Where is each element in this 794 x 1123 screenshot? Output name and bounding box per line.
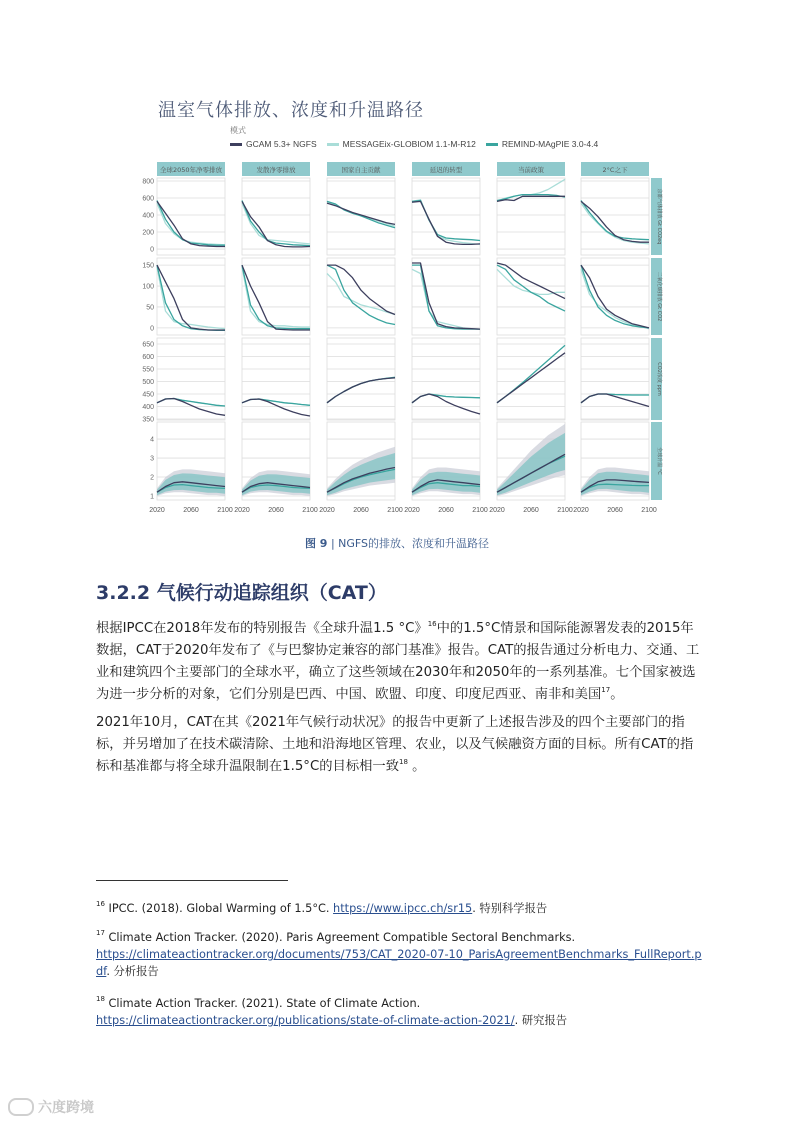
footnote-18: [96, 995, 706, 1029]
x-tick-label: 2100: [217, 507, 233, 514]
panel-background: [242, 258, 310, 335]
footnote-text: Climate Action Tracker. (2021). State of Climate Action.: [104, 997, 421, 1010]
footnote-text: . 研究报告: [514, 1014, 568, 1027]
scenario-label: 2°C之下: [602, 166, 628, 174]
caption-number: 图 9: [304, 537, 328, 550]
panel-background: [157, 338, 225, 420]
y-tick-label: 2: [150, 474, 154, 482]
x-tick-label: 2020: [404, 507, 420, 514]
panel-background: [157, 258, 225, 335]
y-tick-label: 600: [142, 354, 154, 361]
y-tick-label: 450: [142, 391, 154, 399]
watermark-text: 六度跨境: [38, 1100, 94, 1116]
x-tick-label: 2020: [319, 507, 335, 514]
footnote-link[interactable]: https://climateactiontracker.org/publications/state-of-climate-action-2021/: [96, 1014, 515, 1027]
y-tick-label: 0: [150, 246, 154, 254]
footnote-text: . 特别科学报告: [472, 902, 548, 915]
y-tick-label: 4: [150, 436, 154, 444]
scenario-label: 国家自主贡献: [341, 166, 381, 174]
scenario-label: 发散净零排放: [256, 166, 296, 174]
y-tick-label: 50: [146, 304, 154, 312]
text: 中的1.5°C情景和国际能源署发表的2015年数据，CAT于2020年发布了《与巴黎协定兼容的部门基准》报告。CAT的报告通过分析电力、交通、工业和建筑四个主要部门的全球水平，确立了这些领域在2030年和2050年的一系列基准。七个国家被选为进一步分析的对象，它们分别是巴西、中国、欧盟、印度、印度尼西亚、南非和美国: [96, 621, 700, 702]
x-tick-label: 2100: [387, 507, 403, 514]
footnote-ref[interactable]: 17: [601, 686, 611, 694]
legend-label: GCAM 5.3+ NGFS: [246, 139, 317, 149]
pathways-chart: [0, 0, 794, 525]
y-tick-label: 1: [150, 493, 154, 501]
y-tick-label: 600: [142, 195, 154, 203]
x-tick-label: 2060: [268, 507, 284, 514]
text: 。: [610, 687, 624, 702]
x-tick-label: 2060: [607, 507, 623, 514]
footnote-ref[interactable]: 16: [427, 620, 437, 628]
footnote-link[interactable]: https://www.ipcc.ch/sr15: [333, 902, 473, 915]
watermark: [8, 1097, 94, 1117]
footnote-number: 18: [96, 995, 105, 1003]
watermark-logo-icon: [8, 1098, 34, 1116]
panel-background: [581, 338, 649, 420]
row-label: 京都气体排放 Gt CO2eq: [656, 188, 662, 245]
scenario-label: 当前政策: [518, 166, 544, 174]
panel-background: [497, 258, 565, 335]
footnote-number: 17: [96, 929, 105, 937]
legend-label: REMIND-MAgPIE 3.0-4.4: [501, 139, 599, 149]
y-tick-label: 0: [150, 325, 154, 333]
panel-background: [242, 338, 310, 420]
scenario-label: 全球2050年净零排放: [159, 166, 223, 174]
x-tick-label: 2100: [302, 507, 318, 514]
y-tick-label: 200: [142, 229, 154, 237]
x-tick-label: 2020: [573, 507, 589, 514]
footnote-divider: [96, 880, 288, 881]
x-tick-label: 2060: [353, 507, 369, 514]
y-tick-label: 150: [142, 262, 154, 270]
y-tick-label: 400: [142, 404, 154, 411]
y-tick-label: 500: [142, 379, 154, 386]
legend-label: MESSAGEix-GLOBIOM 1.1-M-R12: [342, 139, 476, 149]
row-label: CO2浓度 ppm: [656, 362, 662, 396]
row-label: 全球升温 °C: [656, 447, 662, 475]
panel-background: [497, 178, 565, 255]
caption-text: | NGFS的排放、浓度和升温路径: [327, 537, 490, 550]
x-tick-label: 2020: [489, 507, 505, 514]
panel-background: [327, 258, 395, 335]
figure-caption: [0, 535, 794, 551]
row-label: 二氧化碳排放 Gt CO2: [656, 271, 662, 322]
text: 2021年10月，CAT在其《2021年气候行动状况》的报告中更新了上述报告涉及的四个主要部门的指标，并另增加了在技术碳清除、土地和沿海地区管理、农业，以及气候融资方面的目标。所有CAT的指标和基准都与将全球升温限制在1.5°C的目标相一致: [96, 715, 694, 774]
footnote-text: Climate Action Tracker. (2020). Paris Agreement Compatible Sectoral Benchmarks.: [104, 931, 576, 944]
x-tick-label: 2100: [472, 507, 488, 514]
y-tick-label: 400: [142, 212, 154, 220]
x-tick-label: 2060: [438, 507, 454, 514]
footnote-17: [96, 929, 706, 980]
paragraph-1: [96, 618, 702, 706]
footnote-text: IPCC. (2018). Global Warming of 1.5°C.: [104, 902, 334, 915]
footnote-ref[interactable]: 18: [399, 758, 408, 766]
y-tick-label: 3: [150, 455, 154, 463]
text: 。: [407, 759, 426, 774]
x-tick-label: 2020: [234, 507, 250, 514]
x-tick-label: 2060: [523, 507, 539, 514]
panel-background: [412, 338, 480, 420]
y-tick-label: 350: [142, 416, 154, 424]
y-tick-label: 100: [142, 283, 154, 291]
text: 根据IPCC在2018年发布的特别报告《全球升温1.5 °C》: [96, 621, 428, 636]
panel-background: [497, 338, 565, 420]
footnote-number: 16: [96, 900, 105, 908]
footnote-16: [96, 900, 706, 917]
x-tick-label: 2100: [557, 507, 573, 514]
x-tick-label: 2020: [149, 507, 165, 514]
legend-title: 模式: [230, 126, 246, 135]
paragraph-2: [96, 712, 702, 778]
scenario-label: 延迟的转型: [429, 166, 463, 174]
y-tick-label: 800: [142, 178, 154, 186]
x-tick-label: 2100: [641, 507, 657, 514]
y-tick-label: 650: [142, 341, 154, 349]
section-heading: 3.2.2 气候行动追踪组织（CAT）: [96, 582, 387, 604]
footnote-link[interactable]: https://climateactiontracker.org/documents/753/CAT_2020-07-10_ParisAgreementBenchmarks_FullReport.pdf: [96, 948, 702, 978]
figure-title: 温室气体排放、浓度和升温路径: [158, 100, 424, 121]
y-tick-label: 550: [142, 366, 154, 374]
footnote-text: . 分析报告: [106, 965, 159, 978]
x-tick-label: 2060: [183, 507, 199, 514]
